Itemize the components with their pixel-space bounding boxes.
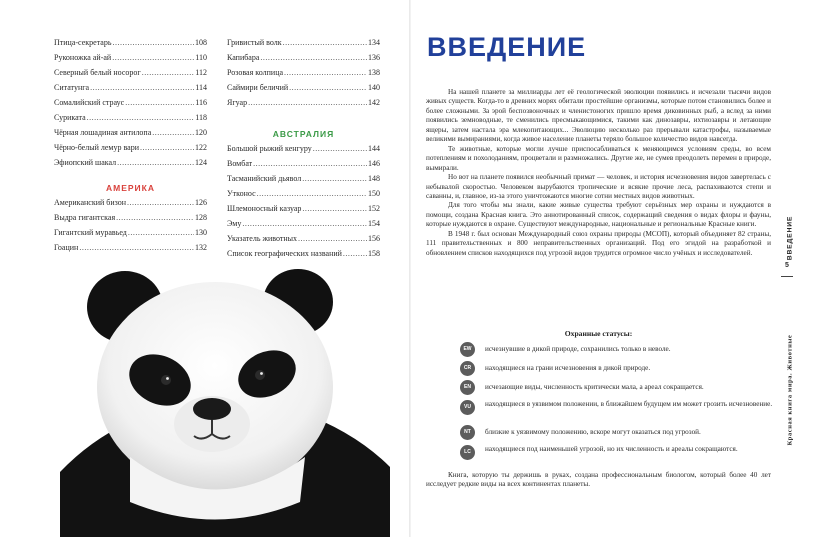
toc-entry[interactable] — [54, 38, 207, 53]
toc-entry-page: 136 — [368, 53, 380, 62]
panda-photo — [60, 262, 390, 537]
toc-entry-page: 146 — [368, 159, 380, 168]
toc-entry[interactable] — [54, 113, 207, 128]
toc-entry[interactable] — [54, 213, 207, 228]
running-header-section — [784, 215, 796, 261]
toc-entry-page: 124 — [195, 158, 207, 167]
toc-entry-title: Эму — [227, 219, 242, 228]
toc-entry[interactable] — [54, 98, 207, 113]
toc-entry-page: 144 — [368, 144, 380, 153]
toc-section-america: АМЕРИКА — [106, 183, 155, 193]
toc-entry[interactable] — [54, 228, 207, 243]
running-header-book — [784, 280, 796, 500]
toc-leader-dots — [152, 128, 194, 137]
status-description: находящиеся на грани исчезновения в дикой природе. — [485, 364, 651, 372]
status-description: находящиеся в уязвимом положении, в ближайшем будущем им может грозить исчезновение. — [485, 400, 773, 408]
toc-entry-page: 134 — [368, 38, 380, 47]
toc-entry-page: 132 — [195, 243, 207, 252]
toc-entry-page: 156 — [368, 234, 380, 243]
toc-entry-title: Суриката — [54, 113, 86, 122]
toc-entry-page: 138 — [368, 68, 380, 77]
toc-leader-dots — [90, 83, 194, 92]
toc-column-2 — [227, 38, 380, 264]
toc-entry[interactable] — [227, 219, 380, 234]
page-number: 5 — [785, 262, 789, 269]
toc-entry-title: Ситатунга — [54, 83, 90, 92]
toc-leader-dots — [112, 38, 194, 47]
toc-entry-page: 122 — [195, 143, 207, 152]
toc-entry-title: Северный белый носорог — [54, 68, 141, 77]
toc-entry-title: Гигантский муравьед — [54, 228, 127, 237]
toc-entry[interactable] — [54, 68, 207, 83]
toc-entry-title: Ягуар — [227, 98, 248, 107]
toc-entry[interactable] — [227, 234, 380, 249]
toc-entry[interactable] — [227, 98, 380, 113]
toc-entry-page: 126 — [195, 198, 207, 207]
toc-leader-dots — [127, 198, 194, 207]
status-description: близкие к уязвимому положению, вскоре могут оказаться под угрозой. — [485, 428, 701, 436]
toc-leader-dots — [142, 68, 195, 77]
toc-entry-page: 128 — [195, 213, 207, 222]
toc-entry[interactable] — [54, 198, 207, 213]
toc-column-1 — [54, 38, 207, 258]
toc-entry-page: 158 — [368, 249, 380, 258]
closing-text: Книга, которую ты держишь в руках, создана профессиональным биологом, который более 40 лет исследует редкие виды на всех континентах планеты. — [426, 471, 771, 489]
running-header-rule — [781, 276, 793, 277]
status-description: исчезающие виды, численность критически мала, а ареал сокращается. — [485, 383, 704, 391]
toc-entry-page: 114 — [195, 83, 207, 92]
toc-leader-dots — [298, 234, 367, 243]
toc-entry-title: Большой рыжий кенгуру — [227, 144, 312, 153]
toc-leader-dots — [253, 159, 367, 168]
toc-entry[interactable] — [227, 144, 380, 159]
status-badge: EN — [460, 380, 475, 395]
status-badge: LC — [460, 445, 475, 460]
intro-body — [426, 88, 771, 258]
intro-paragraph: Те животные, которые могли лучше приспосабливаться к меняющимся условиям среды, во всем потеплениям и похолоданиям, процветали и размножались. Другие же, не сумев преодолеть перемен в природе, вымирали. — [426, 144, 771, 172]
toc-entry-page: 130 — [195, 228, 207, 237]
toc-leader-dots — [140, 143, 194, 152]
toc-leader-dots — [302, 174, 367, 183]
toc-leader-dots — [313, 144, 367, 153]
toc-leader-dots — [289, 83, 367, 92]
toc-leader-dots — [343, 249, 367, 258]
page-title: ВВЕДЕНИЕ — [427, 32, 587, 62]
toc-entry[interactable] — [227, 174, 380, 189]
toc-leader-dots — [128, 228, 194, 237]
toc-leader-dots — [302, 204, 367, 213]
toc-leader-dots — [284, 68, 367, 77]
toc-entry-page: 142 — [368, 98, 380, 107]
toc-entry-page: 152 — [368, 204, 380, 213]
closing-paragraph — [426, 471, 771, 490]
toc-leader-dots — [260, 53, 367, 62]
status-badge: EW — [460, 342, 475, 357]
toc-section-australia: АВСТРАЛИЯ — [272, 129, 335, 139]
toc-leader-dots — [257, 189, 367, 198]
toc-entry-title: Саймири беличий — [227, 83, 289, 92]
statuses-heading: Охранные статусы: — [564, 329, 633, 338]
toc-entry-title: Выдра гигантская — [54, 213, 116, 222]
toc-entry-page: 150 — [368, 189, 380, 198]
toc-entry-title: Чёрно-белый лемур вари — [54, 143, 139, 152]
toc-entry-title: Указатель животных — [227, 234, 298, 243]
toc-entry[interactable] — [54, 83, 207, 98]
status-description: исчезнувшие в дикой природе, сохранились только в неволе. — [485, 345, 671, 353]
toc-leader-dots — [125, 98, 194, 107]
page-gutter — [409, 0, 411, 537]
toc-entry[interactable] — [227, 189, 380, 204]
toc-entry[interactable] — [227, 68, 380, 83]
running-header-section-text: ВВЕДЕНИЕ — [786, 215, 794, 261]
toc-entry[interactable] — [54, 53, 207, 68]
intro-paragraph: Для того чтобы мы знали, какие живые существа требуют серьёзных мер охраны и нуждаются в помощи, создана Красная книга. Это аннотированный список, содержащий сведения о видах флоры и фауны, которые нуждаются в охране. Существуют международные, национальные и региональные Красные книги. — [426, 201, 771, 229]
toc-entry-title: Гоацин — [54, 243, 79, 252]
toc-entry-title: Капибара — [227, 53, 260, 62]
toc-entry-title: Розовая колпица — [227, 68, 284, 77]
toc-entry[interactable] — [54, 128, 207, 143]
toc-entry-title: Руконожка ай-ай — [54, 53, 112, 62]
toc-entry[interactable] — [227, 159, 380, 174]
toc-leader-dots — [283, 38, 367, 47]
status-description: находящиеся под наименьшей угрозой, но их численность и ареалы сокращаются. — [485, 445, 738, 453]
running-header-book-title: Красная книга мира. Животные — [786, 334, 794, 446]
toc-entry-page: 112 — [195, 68, 207, 77]
toc-entry[interactable] — [54, 143, 207, 158]
toc-entry-page: 108 — [195, 38, 207, 47]
intro-paragraph: Но вот на планете появился необычный примат — человек, и история исчезновения видов завертелась с небывалой скоростью. Человеком вырубаются тропические и всякие прочие леса, распахиваются степи и саванны, и, главное, из-за этого уничтожаются многие сотни местных видов животных. — [426, 173, 771, 200]
status-badge: VU — [460, 400, 475, 415]
toc-entry-title: Американский бизон — [54, 198, 127, 207]
intro-paragraph: В 1948 г. был основан Международный союз охраны природы (МСОП), который объединяет 82 страны, 111 правительственных и 800 неправительственных организаций. Под его эгидой на разработкой и обновлением списков находящихся под угрозой видов трудится огромное число учёных и исследователей. — [426, 229, 771, 257]
status-badge: NT — [460, 425, 475, 440]
toc-entry-page: 154 — [368, 219, 380, 228]
toc-leader-dots — [116, 213, 194, 222]
toc-entry-title: Эфиопский шакал — [54, 158, 117, 167]
toc-leader-dots — [242, 219, 367, 228]
toc-entry-title: Чёрная лошадиная антилопа — [54, 128, 152, 137]
toc-entry[interactable] — [227, 38, 380, 53]
toc-entry-page: 110 — [195, 53, 207, 62]
toc-entry-page: 140 — [368, 83, 380, 92]
toc-leader-dots — [248, 98, 367, 107]
status-badge: CR — [460, 361, 475, 376]
toc-entry[interactable] — [227, 204, 380, 219]
toc-entry-title: Вомбат — [227, 159, 253, 168]
toc-leader-dots — [87, 113, 195, 122]
toc-entry-title: Сомалийский страус — [54, 98, 125, 107]
toc-entry-title: Утконос — [227, 189, 256, 198]
toc-entry-page: 120 — [195, 128, 207, 137]
intro-paragraph: На нашей планете за миллиарды лет её геологической эволюции появились и исчезали тысячи видов живых существ. Когда-то в древних морях обитали простейшие организмы, которые потом становились более и более сложными. За эрой беспозвоночных и членистоногих пришло время диковинных рыб, а вслед за ними появились земноводные, те сменились пресмыкающимися, такими как динозавры, ихтиозавры и летающие ящеры, затем настала эра млекопитающих... Эволюцию несколько раз прерывали катастрофы, называемые великими вымираниями, когда живое население планеты теряло большое количество видов навсегда. — [426, 88, 771, 144]
toc-entry-title: Список географических названий — [227, 249, 342, 258]
toc-leader-dots — [117, 158, 194, 167]
toc-entry-page: 116 — [195, 98, 207, 107]
toc-leader-dots — [112, 53, 194, 62]
toc-entry-title: Гривистый волк — [227, 38, 282, 47]
toc-entry[interactable] — [227, 53, 380, 68]
toc-entry-title: Птица-секретарь — [54, 38, 112, 47]
toc-entry-page: 118 — [195, 113, 207, 122]
toc-entry-title: Шлемоносный казуар — [227, 204, 302, 213]
toc-leader-dots — [79, 243, 194, 252]
toc-entry[interactable] — [227, 83, 380, 98]
toc-entry[interactable] — [54, 243, 207, 258]
toc-entry-title: Тасманийский дьявол — [227, 174, 302, 183]
toc-entry[interactable] — [54, 158, 207, 173]
toc-entry-page: 148 — [368, 174, 380, 183]
